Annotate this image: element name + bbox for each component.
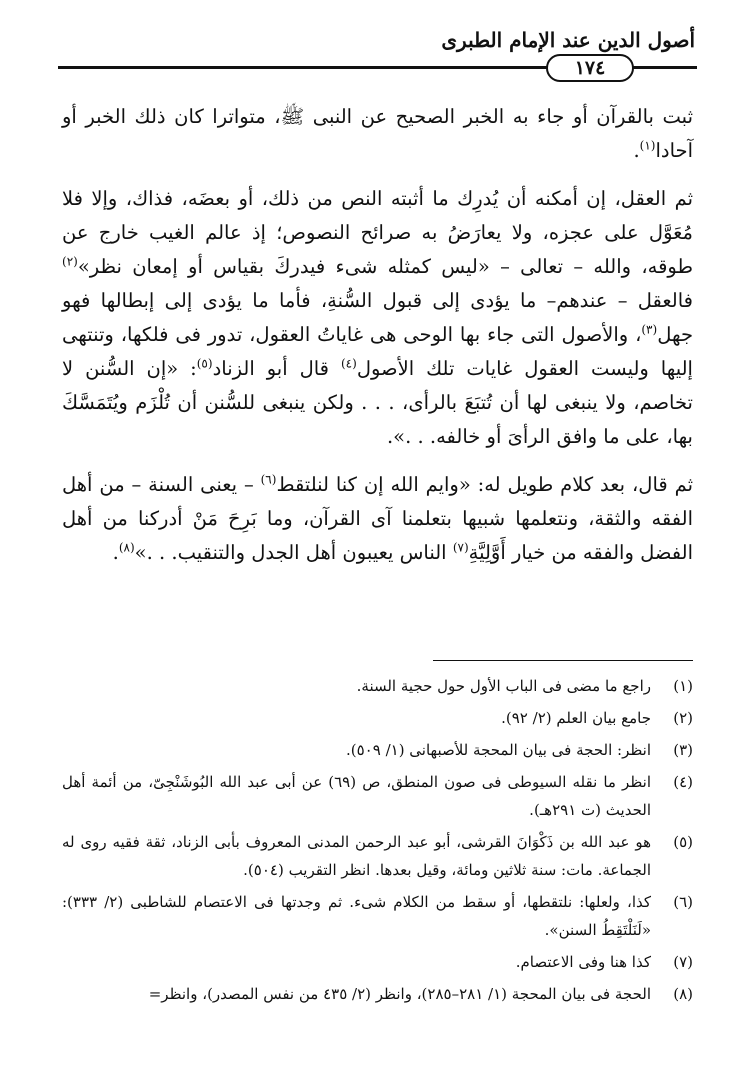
paragraph-1-text: ثبت بالقرآن أو جاء به الخبر الصحيح عن النبى ﷺ، متواترا كان ذلك الخبر أو آحادا [62, 105, 693, 162]
footnote-text: انظر ما نقله السيوطى فى صون المنطق، ص (٦٩) عن أبى عبد الله البُوشَنْجِىّ، من أئمة أهل الحديث (ت ٢٩١هـ). [62, 773, 651, 819]
footnote-ref-6: (٦) [260, 472, 277, 487]
footnote-separator [433, 660, 693, 661]
paragraph-3-text-a: ثم قال، بعد كلام طويل له: «وايم الله إن كنا لنلتقط [276, 473, 694, 496]
paragraph-2-text-d: قال أبو الزناد [212, 357, 341, 380]
paragraph-2-text-c: ، والأصول التى جاء بها الوحى هى غاياتُ العقول، تدور فى فلكها، وتنتهى إليها وليست العقول غايات تلك الأصول [62, 323, 693, 380]
footnote-8 [62, 980, 693, 1008]
footnote-text: جامع بيان العلم (٢/ ٩٢). [501, 709, 651, 727]
main-text [62, 100, 693, 584]
paragraph-1 [62, 100, 693, 168]
footnote-text: كذا هنا وفى الاعتصام. [515, 953, 651, 971]
footnote-number: (٤) [673, 773, 693, 791]
footnote-text: انظر: الحجة فى بيان المحجة للأصبهانى (١/ ٥٠٩). [346, 741, 651, 759]
footnote-4 [62, 768, 693, 824]
footnote-number: (٧) [673, 953, 693, 971]
footnote-number: (٥) [673, 833, 693, 851]
footnotes [62, 672, 693, 1012]
footnote-text: راجع ما مضى فى الباب الأول حول حجية السنة. [356, 677, 651, 695]
footnote-1 [62, 672, 693, 700]
footnote-number: (٢) [673, 709, 693, 727]
paragraph-2 [62, 182, 693, 454]
footnote-ref-2: (٢) [62, 254, 78, 269]
footnote-ref-3: (٣) [641, 322, 658, 337]
footnote-2 [62, 704, 693, 732]
page-number: ١٧٤ [546, 54, 634, 82]
footnote-6 [62, 888, 693, 944]
footnote-text: الحجة فى بيان المحجة (١/ ٢٨١–٢٨٥)، وانظر (٢/ ٤٣٥ من نفس المصدر)، وانظر= [148, 985, 651, 1003]
paragraph-3 [62, 468, 693, 570]
paragraph-2-text-a: ثم العقل، إن أمكنه أن يُدرِك ما أثبته النص من ذلك، أو بعضَه، فذاك، وإلا فلا مُعَوَّل على عجزه، ولا يعارَضُ به صرائح النصوص؛ إذ عالم الغيب خارج عن طوقه، والله – تعالى – «ليس كمثله شىء فيدركَ بقياس أو إمعان نظر» [62, 187, 693, 278]
footnote-7 [62, 948, 693, 976]
footnote-text: هو عبد الله بن ذَكْوَانَ القرشى، أبو عبد الرحمن المدنى المعروف بأبى الزناد، ثقة فقيه روى له الجماعة. مات: سنة ثلاثين ومائة، وقيل بعدها. انظر التقريب (٥٠٤). [62, 833, 651, 879]
footnote-number: (٦) [673, 893, 693, 911]
footnote-ref-1: (١) [639, 138, 656, 153]
footnote-ref-8: (٨) [118, 540, 135, 555]
paragraph-1-end: . [633, 139, 640, 162]
footnote-3 [62, 736, 693, 764]
running-title: أصول الدين عند الإمام الطبرى [441, 28, 695, 52]
paragraph-3-end: . [112, 541, 119, 564]
footnote-text: كذا، ولعلها: نلتقطها، أو سقط من الكلام شىء. ثم وجدتها فى الاعتصام للشاطبى (٢/ ٣٣٣): «لَنَلْتَقِطُ السنن». [62, 893, 652, 939]
paragraph-3-text-c: الناس يعيبون أهل الجدل والتنقيب. . .» [134, 541, 453, 564]
footnote-number: (٨) [673, 985, 693, 1003]
paragraph-3-text-b: – يعنى السنة – من أهل الفقه والثقة، ونتعلمها شبيها بتعلمنا آى القرآن، وما بَرِحَ مَنْ أدركنا من أهل الفضل والفقه من خيار أَوَّلِيَّةِ [62, 473, 693, 564]
footnote-5 [62, 828, 693, 884]
footnote-number: (١) [673, 677, 693, 695]
paragraph-2-text-b: فالعقل – عندهم– ما يؤدى إلى قبول السُّنةِ، فأما ما يؤدى إلى إبطالها فهو جهل [62, 289, 693, 346]
footnote-ref-5: (٥) [196, 356, 213, 371]
footnote-ref-7: (٧) [452, 540, 469, 555]
footnote-ref-4: (٤) [340, 356, 357, 371]
paragraph-2-text-e: : «إن السُّنن لا تخاصم، ولا ينبغى لها أن تُتبَعَ بالرأى، . . . ولكن ينبغى للسُّنن أن تُلْزَم ويُتَمَسَّكَ بها، على ما وافق الرأىَ أو خالفه. . .». [62, 357, 693, 448]
footnote-number: (٣) [673, 741, 693, 759]
